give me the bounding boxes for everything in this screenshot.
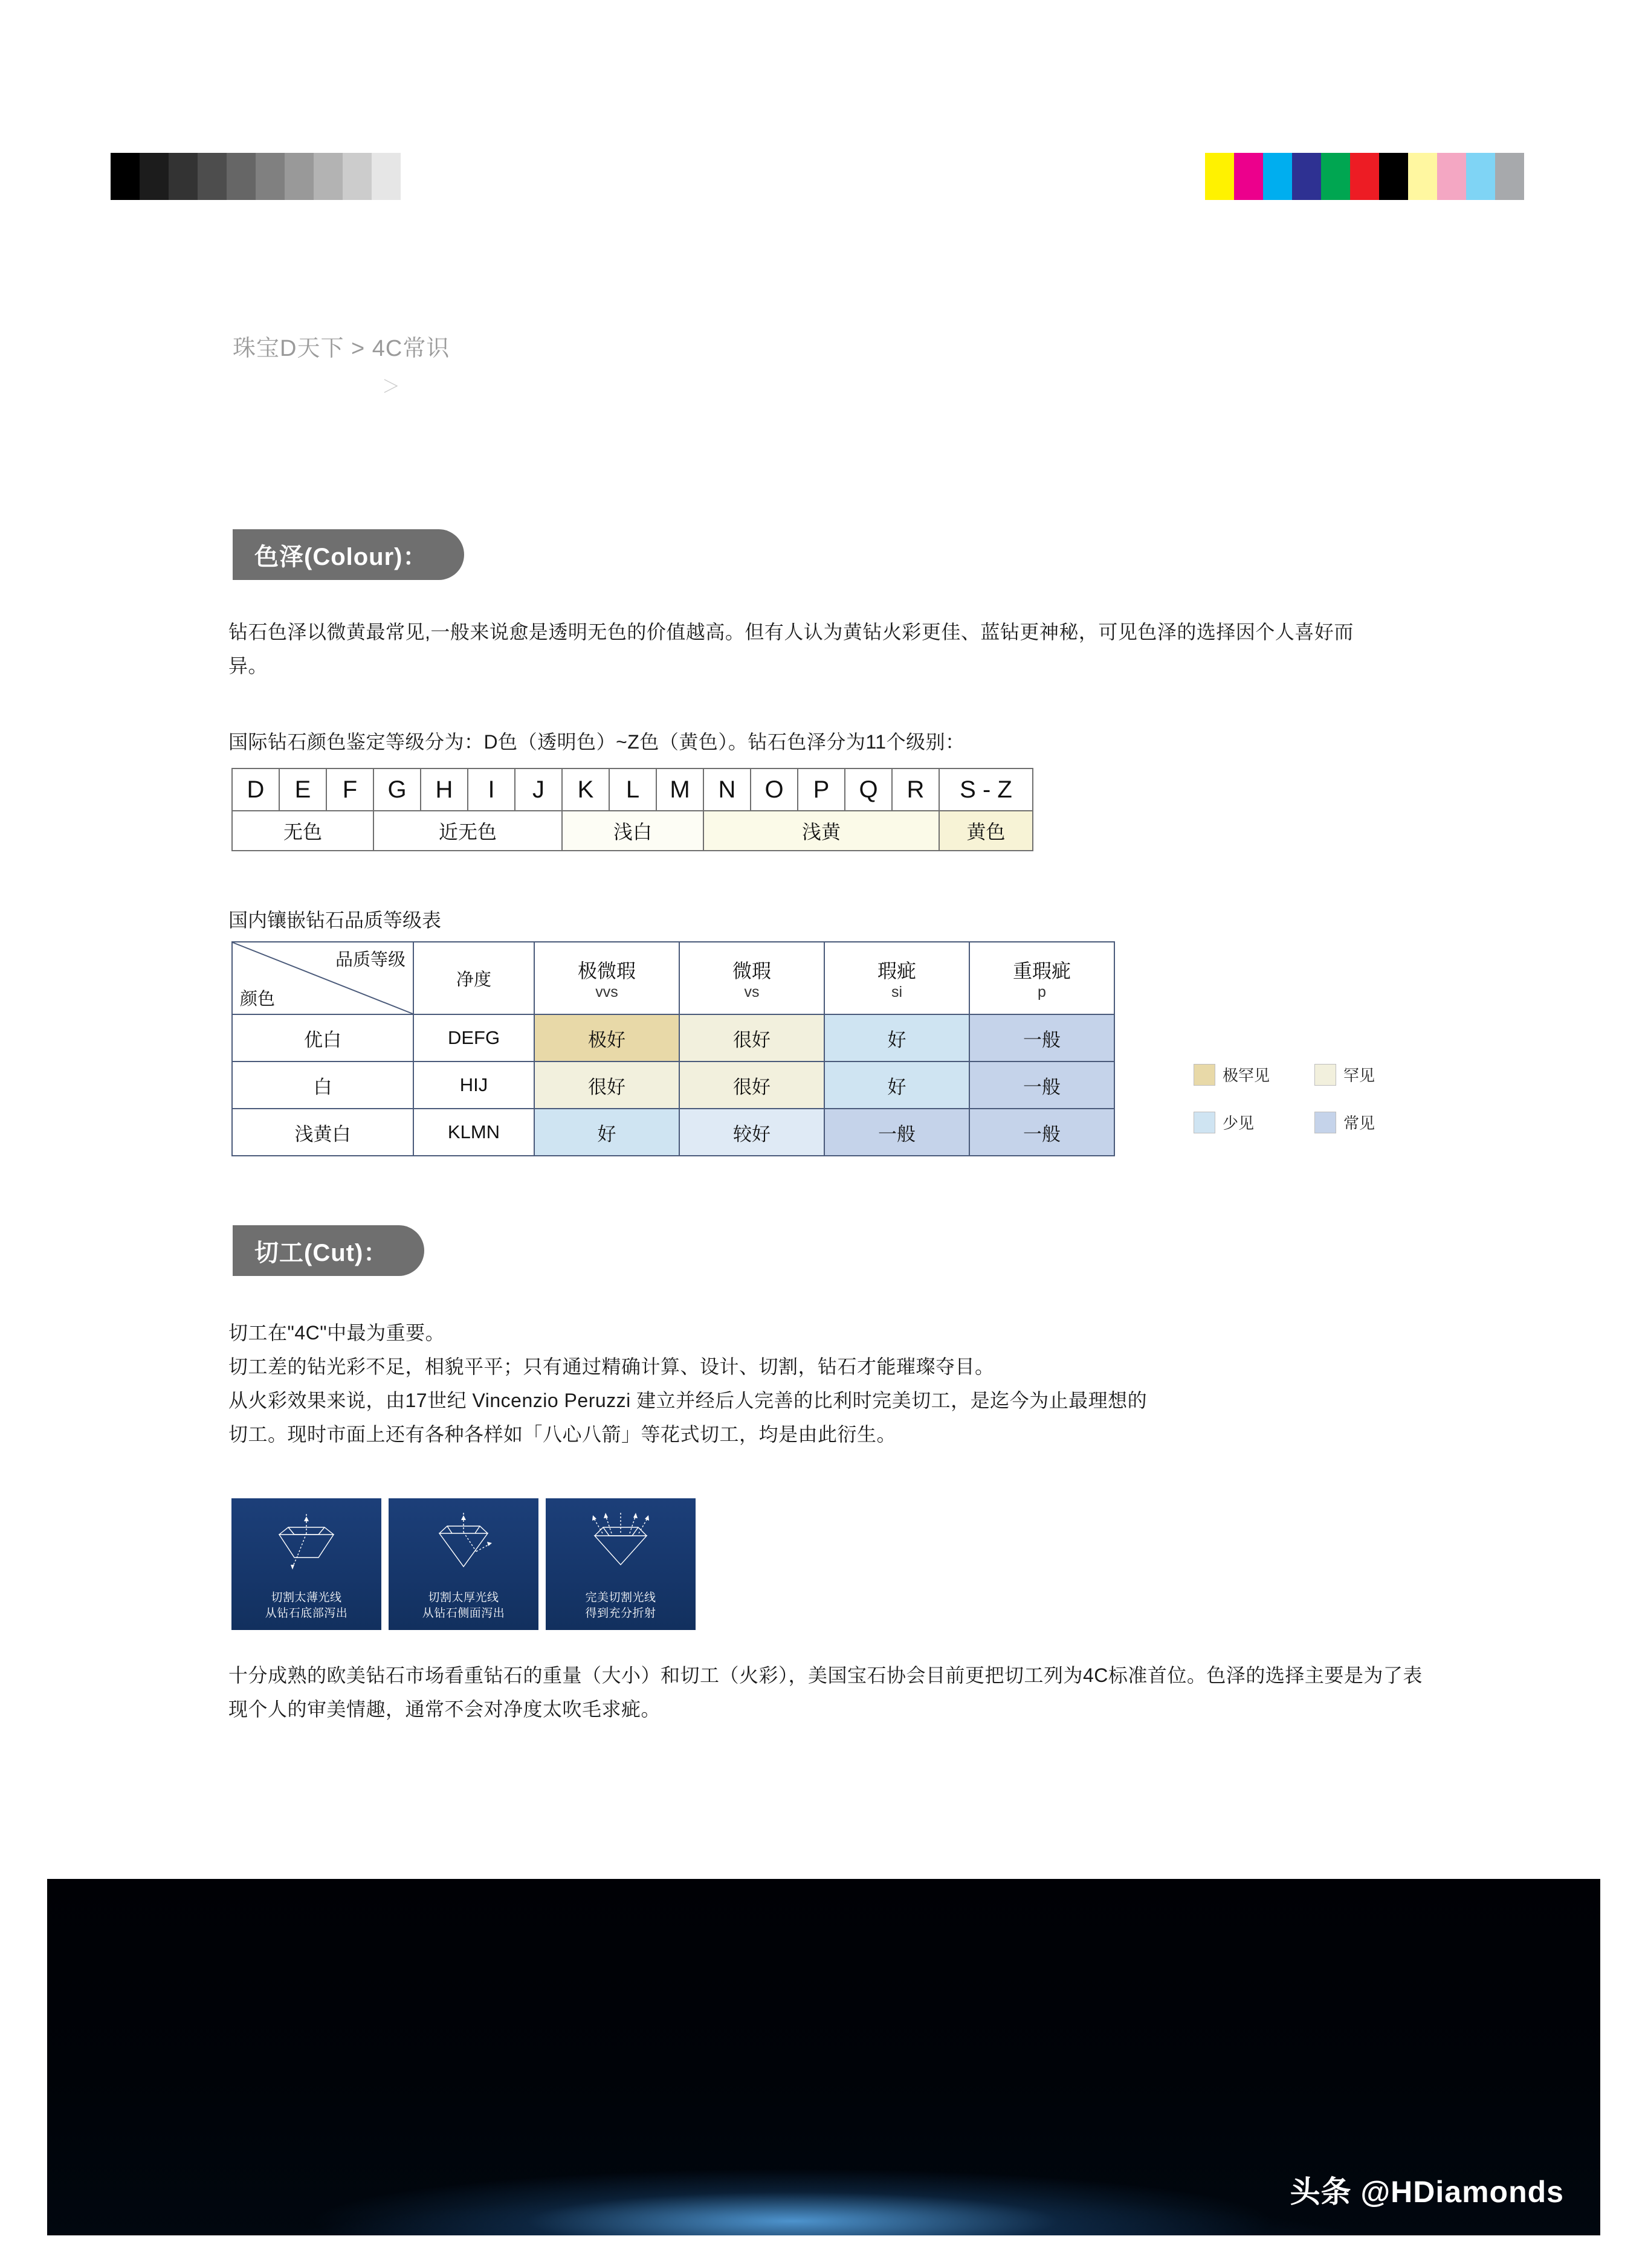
legend-item [1314,1111,1435,1133]
quality-row-grade: 白 [232,1062,413,1109]
calibration-swatch [343,153,372,200]
legend-row [1194,1111,1447,1133]
quality-row-grade: 浅黄白 [232,1109,413,1156]
cut-paragraph-line: 切工差的钻光彩不足，相貌平平；只有通过精确计算、设计、切割，钻石才能璀璨夺目。 [228,1356,995,1377]
quality-cell: 很好 [679,1062,824,1109]
grade-letter-cell: D [232,768,279,811]
quality-cell: 一般 [969,1014,1114,1062]
cut-illustrations [231,1498,696,1630]
cut-caption-line1: 完美切割光线 [585,1591,656,1604]
cut-caption-line1: 切割太厚光线 [428,1591,499,1604]
quality-column-header [679,942,824,1014]
legend-swatch-icon [1314,1112,1336,1133]
legend-item [1314,1063,1435,1086]
grade-letter-cell: K [562,768,609,811]
grade-letter-cell: Q [845,768,892,811]
cut-illustration-too-deep [389,1498,538,1630]
cut-caption-line2: 从钻石底部泻出 [265,1607,348,1620]
legend-label: 罕见 [1343,1066,1375,1084]
legend-row [1194,1063,1447,1086]
calibration-swatch [1495,153,1524,200]
calibration-swatch [1379,153,1408,200]
corner-label-quality: 品质等级 [335,950,406,970]
grade-letter-cell: J [515,768,562,811]
diamond-deep-cut-icon [418,1509,509,1588]
calibration-swatch [372,153,401,200]
grade-group-cell: 无色 [232,811,373,851]
quality-cell: 很好 [679,1014,824,1062]
calibration-swatch [1234,153,1263,200]
quality-column-header-code: vs [744,983,760,1000]
cut-caption-line2: 得到充分折射 [585,1607,656,1620]
quality-cell: 一般 [969,1062,1114,1109]
quality-cell: 一般 [824,1109,969,1156]
calibration-swatch [1437,153,1466,200]
grade-letter-cell: R [892,768,939,811]
cut-illustration-too-shallow [231,1498,381,1630]
section-heading-cut: 切工(Cut)： [233,1225,424,1276]
quality-table-corner-cell [232,942,413,1014]
calibration-swatch [111,153,140,200]
quality-row-clarity: HIJ [413,1062,534,1109]
quality-cell: 极好 [534,1014,679,1062]
grade-scale-groups-row [232,811,1033,851]
quality-row-grade: 优白 [232,1014,413,1062]
cut-paragraph-line: 切工在"4C"中最为重要。 [228,1322,445,1344]
legend-item [1194,1111,1314,1133]
quality-column-header [534,942,679,1014]
grade-letter-cell: E [279,768,326,811]
quality-column-header-label: 瑕疵 [877,959,916,982]
legend-swatch-icon [1194,1064,1215,1086]
legend-label: 常见 [1343,1114,1375,1132]
grayscale-calibration-bar [111,153,430,200]
cut-paragraph-line: 切工。现时市面上还有各种各样如「八心八箭」等花式切工，均是由此衍生。 [228,1423,897,1445]
quality-row-clarity: KLMN [413,1109,534,1156]
quality-column-header-code: si [891,983,903,1000]
calibration-swatch [1263,153,1292,200]
colour-paragraph-1: 钻石色泽以微黄最常见,一般来说愈是透明无色的价值越高。但有人认为黄钻火彩更佳、蓝钻更神秘，可见色泽的选择因个人喜好而异。 [228,621,1354,677]
section-heading-colour: 色泽(Colour)： [233,529,464,580]
calibration-swatch [401,153,430,200]
cut-paragraph-2: 十分成熟的欧美钻石市场看重钻石的重量（大小）和切工（火彩），美国宝石协会目前更把切工列为4C标准首位。色泽的选择主要是为了表现个人的审美情趣，通常不会对净度太吹毛求疵。 [228,1664,1423,1720]
grade-scale-letters-row [232,768,1033,811]
color-grade-scale-table [231,768,1033,851]
legend-item [1194,1063,1314,1086]
calibration-swatch [1292,153,1321,200]
cut-caption-line2: 从钻石侧面泻出 [422,1607,505,1620]
grade-letter-cell: M [656,768,703,811]
quality-cell: 较好 [679,1109,824,1156]
quality-column-header-label: 微瑕 [732,959,771,982]
calibration-swatch [314,153,343,200]
bottom-image-banner [47,1879,1600,2235]
grade-letter-cell: L [609,768,656,811]
quality-cell: 一般 [969,1109,1114,1156]
grade-letter-cell: I [468,768,515,811]
grade-group-cell: 浅白 [562,811,703,851]
calibration-swatch [227,153,256,200]
cut-paragraph-1 [228,1316,1437,1451]
grade-letter-cell: H [421,768,468,811]
calibration-swatch [256,153,285,200]
grade-letter-cell: F [326,768,373,811]
color-calibration-bar [1205,153,1524,200]
quality-cell: 好 [824,1014,969,1062]
quality-column-header [824,942,969,1014]
calibration-swatch [169,153,198,200]
cut-illustration-ideal [546,1498,696,1630]
diamond-quality-table [231,941,1115,1156]
table-row [232,1062,1114,1109]
legend-swatch-icon [1194,1112,1215,1133]
quality-column-header-code: p [1038,983,1046,1000]
quality-row-clarity: DEFG [413,1014,534,1062]
quality-table-caption: 国内镶嵌钻石品质等级表 [228,909,442,931]
calibration-swatch [140,153,169,200]
table-row [232,1109,1114,1156]
grade-letter-cell: O [751,768,798,811]
colour-paragraph-2: 国际钻石颜色鉴定等级分为：D色（透明色）~Z色（黄色）。钻石色泽分为11个级别： [228,731,965,753]
calibration-swatch [285,153,314,200]
quality-cell: 好 [824,1062,969,1109]
legend-label: 少见 [1223,1114,1255,1132]
corner-label-colour: 颜色 [240,990,276,1009]
breadcrumb[interactable]: 珠宝D天下 > 4C常识 [233,336,450,361]
calibration-swatch [1466,153,1495,200]
quality-column-header [969,942,1114,1014]
grade-letter-cell: G [373,768,421,811]
diamond-shallow-cut-icon [261,1509,352,1588]
quality-table-header-row [232,942,1114,1014]
calibration-swatch [1321,153,1350,200]
quality-column-header-label: 重瑕疵 [1012,959,1071,982]
quality-table-legend [1194,1063,1447,1159]
table-row [232,1014,1114,1062]
cut-paragraph-line: 从火彩效果来说，由17世纪 Vincenzio Peruzzi 建立并经后人完善的比利时完美切工，是迄今为止最理想的 [228,1390,1148,1411]
breadcrumb-sub: ＞ [382,377,400,397]
calibration-swatch [198,153,227,200]
grade-letter-cell: N [703,768,751,811]
quality-column-header-label: 极微瑕 [577,959,636,982]
grade-letter-cell: S - Z [939,768,1033,811]
legend-swatch-icon [1314,1064,1336,1086]
calibration-swatch [1205,153,1234,200]
quality-table-header-clarity: 净度 [413,942,534,1014]
quality-column-header-code: vvs [595,983,618,1000]
diamond-ideal-cut-icon [575,1509,666,1588]
quality-cell: 好 [534,1109,679,1156]
grade-group-cell: 浅黄 [703,811,939,851]
legend-label: 极罕见 [1223,1066,1270,1084]
grade-letter-cell: P [798,768,845,811]
calibration-swatch [1408,153,1437,200]
watermark-text: 头条 @HDiamonds [1290,2175,1564,2209]
cut-caption-line1: 切割太薄光线 [271,1591,342,1604]
grade-group-cell: 近无色 [373,811,562,851]
quality-cell: 很好 [534,1062,679,1109]
calibration-swatch [1350,153,1379,200]
grade-group-cell: 黄色 [939,811,1033,851]
